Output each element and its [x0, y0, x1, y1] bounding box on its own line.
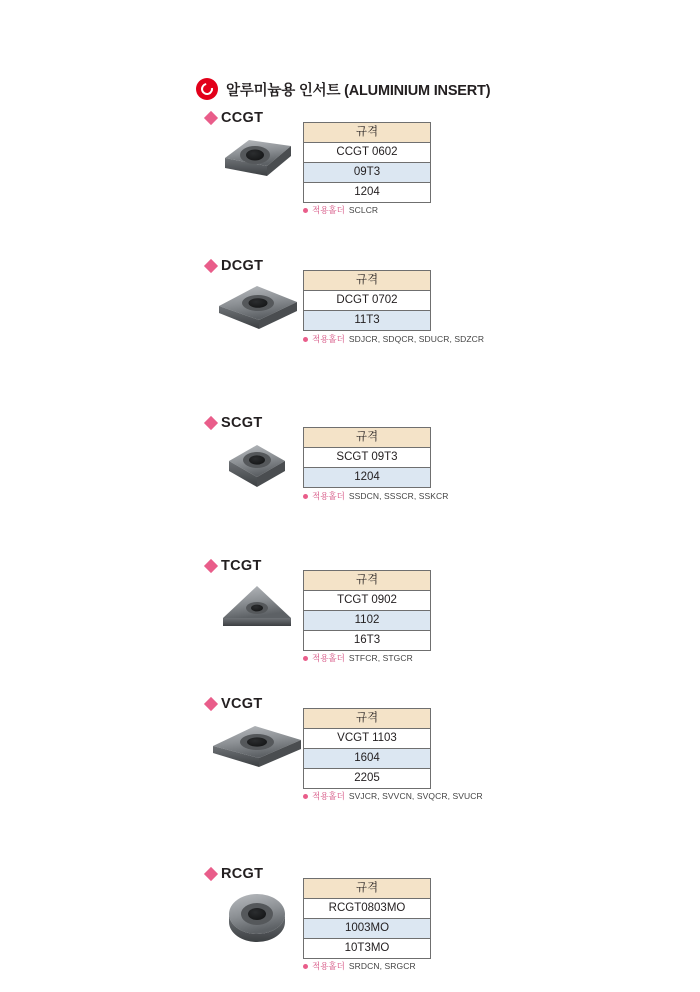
spec-cell: 1003MO — [304, 919, 431, 939]
spec-cell: 11T3 — [304, 311, 431, 331]
holder-values: SDJCR, SDQCR, SDUCR, SDZCR — [348, 334, 485, 344]
spec-table — [303, 270, 431, 331]
table-row — [304, 939, 431, 959]
table-row — [304, 899, 431, 919]
spec-table — [303, 122, 431, 203]
spec-header-cell: 규격 — [304, 428, 431, 448]
section-title: VCGT — [221, 696, 263, 712]
insert-illustration — [205, 280, 310, 342]
section-title: DCGT — [221, 258, 264, 274]
insert-illustration — [205, 580, 310, 642]
section-title: RCGT — [221, 866, 264, 882]
spec-cell: TCGT 0902 — [304, 591, 431, 611]
spec-cell: 2205 — [304, 769, 431, 789]
spec-table — [303, 878, 431, 959]
table-row — [304, 311, 431, 331]
spec-cell: 1604 — [304, 749, 431, 769]
table-row — [304, 143, 431, 163]
table-row — [304, 468, 431, 488]
diamond-bullet-icon — [204, 867, 218, 881]
table-row — [304, 291, 431, 311]
insert-illustration — [205, 888, 310, 950]
spec-header-cell: 규격 — [304, 571, 431, 591]
bullet-icon — [303, 337, 308, 342]
spec-cell: VCGT 1103 — [304, 729, 431, 749]
spec-cell: 10T3MO — [304, 939, 431, 959]
holder-values: SCLCR — [348, 205, 379, 215]
diamond-bullet-icon — [204, 697, 218, 711]
spec-cell: 1204 — [304, 468, 431, 488]
holder-note — [303, 204, 378, 216]
section-label — [206, 696, 262, 712]
holder-label: 적용홀더 — [312, 791, 345, 801]
spec-cell: 1102 — [304, 611, 431, 631]
table-header-row — [304, 709, 431, 729]
holder-label: 적용홀더 — [312, 334, 345, 344]
table-row — [304, 749, 431, 769]
page-title: 알루미늄용 인서트 (ALUMINIUM INSERT) — [226, 82, 491, 99]
holder-label: 적용홀더 — [312, 653, 345, 663]
spec-cell: DCGT 0702 — [304, 291, 431, 311]
section-title: CCGT — [221, 110, 264, 126]
table-row — [304, 919, 431, 939]
section-title: SCGT — [221, 415, 263, 431]
insert-illustration — [205, 132, 310, 194]
holder-values: SVJCR, SVVCN, SVQCR, SVUCR — [348, 791, 483, 801]
diamond-bullet-icon — [204, 559, 218, 573]
diamond-bullet-icon — [204, 111, 218, 125]
spec-header-cell: 규격 — [304, 271, 431, 291]
table-row — [304, 163, 431, 183]
table-header-row — [304, 123, 431, 143]
section-label — [206, 415, 262, 431]
section-label — [206, 558, 262, 574]
spec-cell: 09T3 — [304, 163, 431, 183]
spec-header-cell: 규격 — [304, 879, 431, 899]
holder-note — [303, 333, 484, 345]
bullet-icon — [303, 964, 308, 969]
holder-note — [303, 790, 483, 802]
spec-table — [303, 427, 431, 488]
holder-label: 적용홀더 — [312, 205, 345, 215]
table-header-row — [304, 879, 431, 899]
insert-illustration — [205, 437, 310, 499]
table-header-row — [304, 428, 431, 448]
table-header-row — [304, 271, 431, 291]
page-header — [196, 78, 490, 100]
table-row — [304, 183, 431, 203]
table-row — [304, 611, 431, 631]
spec-cell: 16T3 — [304, 631, 431, 651]
bullet-icon — [303, 494, 308, 499]
spec-table — [303, 708, 431, 789]
diamond-bullet-icon — [204, 259, 218, 273]
holder-label: 적용홀더 — [312, 961, 345, 971]
holder-note — [303, 490, 449, 502]
table-row — [304, 769, 431, 789]
circle-logo-icon — [196, 78, 218, 100]
bullet-icon — [303, 208, 308, 213]
holder-values: SRDCN, SRGCR — [348, 961, 416, 971]
spec-table — [303, 570, 431, 651]
spec-cell: CCGT 0602 — [304, 143, 431, 163]
bullet-icon — [303, 656, 308, 661]
section-label — [206, 258, 263, 274]
holder-note — [303, 652, 413, 664]
spec-cell: SCGT 09T3 — [304, 448, 431, 468]
spec-header-cell: 규격 — [304, 709, 431, 729]
insert-illustration — [205, 718, 310, 780]
table-row — [304, 591, 431, 611]
holder-values: STFCR, STGCR — [348, 653, 413, 663]
table-row — [304, 729, 431, 749]
table-row — [304, 448, 431, 468]
holder-note — [303, 960, 416, 972]
table-row — [304, 631, 431, 651]
holder-label: 적용홀더 — [312, 491, 345, 501]
holder-values: SSDCN, SSSCR, SSKCR — [348, 491, 449, 501]
bullet-icon — [303, 794, 308, 799]
spec-cell: RCGT0803MO — [304, 899, 431, 919]
section-title: TCGT — [221, 558, 262, 574]
spec-header-cell: 규격 — [304, 123, 431, 143]
table-header-row — [304, 571, 431, 591]
spec-cell: 1204 — [304, 183, 431, 203]
section-label — [206, 110, 263, 126]
diamond-bullet-icon — [204, 416, 218, 430]
section-label — [206, 866, 263, 882]
